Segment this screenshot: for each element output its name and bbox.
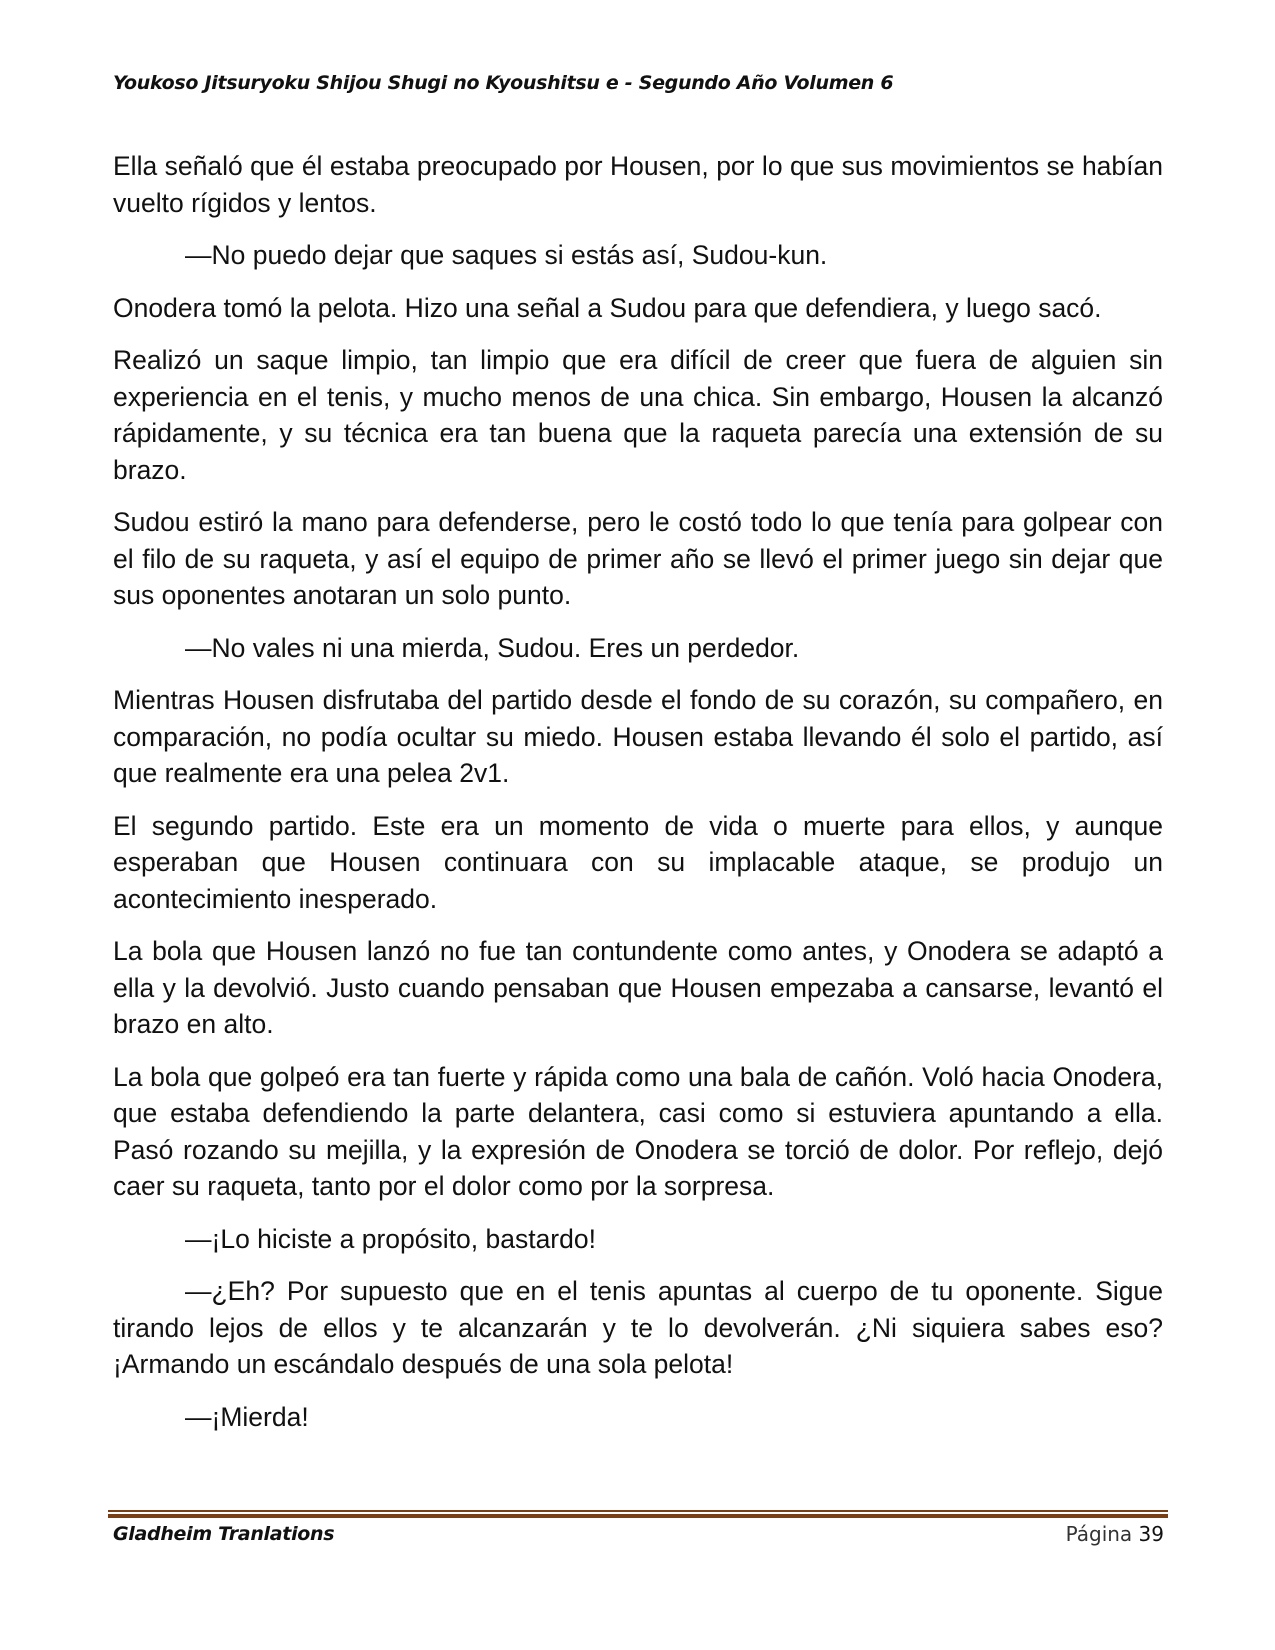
footer-divider-thin-line: [108, 1510, 1168, 1512]
footer-divider-thick-line: [108, 1514, 1168, 1518]
page-body: [113, 148, 1163, 1451]
dialogue-line: —¡Mierda!: [185, 1401, 309, 1432]
paragraph: El segundo partido. Este era un momento de vida o muerte para ellos, y aunque esperaban que Housen continuara con su implacable ataque, se produjo un acontecimiento inesperado.: [113, 810, 1163, 914]
paragraph: Onodera tomó la pelota. Hizo una señal a Sudou para que defendiera, y luego sacó.: [113, 292, 1102, 323]
dialogue-line: —No vales ni una mierda, Sudou. Eres un perdedor.: [185, 632, 800, 663]
page-number-value: 39: [1138, 1522, 1164, 1546]
dialogue-line: —¡Lo hiciste a propósito, bastardo!: [185, 1223, 596, 1254]
page-label: Página: [1065, 1522, 1133, 1546]
footer-translator-credit: Gladheim Tranlations: [113, 1523, 335, 1545]
paragraph: Realizó un saque limpio, tan limpio que era difícil de creer que fuera de alguien sin experiencia en el tenis, y mucho menos de una chica. Sin embargo, Housen la alcanzó rápidamente, y su técnica era tan buena que la raqueta parecía una extensión de su brazo.: [113, 345, 1163, 485]
paragraph: Mientras Housen disfrutaba del partido desde el fondo de su corazón, su compañero, en comparación, no podía ocultar su miedo. Housen estaba llevando él solo el partido, así que realmente era una pelea 2v1.: [113, 685, 1163, 788]
paragraph: La bola que Housen lanzó no fue tan contundente como antes, y Onodera se adaptó a ella y la devolvió. Justo cuando pensaban que Housen empezaba a cansarse, levantó el brazo en alto.: [113, 936, 1163, 1039]
paragraph: La bola que golpeó era tan fuerte y rápida como una bala de cañón. Voló hacia Onodera, que estaba defendiendo la parte delantera, casi como si estuviera apuntando a ella. Pasó rozando su mejilla, y la expresión de Onodera se torció de dolor. Por reflejo, dejó caer su raqueta, tanto por el dolor como por la sorpresa.: [113, 1061, 1163, 1201]
dialogue-line: —¿Eh? Por supuesto que en el tenis apuntas al cuerpo de tu oponente. Sigue tirando lejos de ellos y te alcanzarán y te lo devolverán. ¿Ni siquiera sabes eso? ¡Armando un escándalo después de una sola pelota!: [113, 1276, 1163, 1379]
footer-divider: [108, 1510, 1168, 1518]
paragraph: Sudou estiró la mano para defenderse, pero le costó todo lo que tenía para golpear con el filo de su raqueta, y así el equipo de primer año se llevó el primer juego sin dejar que sus oponentes anotaran un solo punto.: [113, 507, 1163, 610]
paragraph: Ella señaló que él estaba preocupado por Housen, por lo que sus movimientos se habían vuelto rígidos y lentos.: [113, 151, 1163, 218]
dialogue-line: —No puedo dejar que saques si estás así, Sudou-kun.: [185, 240, 828, 270]
footer-page-number: [1066, 1522, 1164, 1546]
page-header-title: Youkoso Jitsuryoku Shijou Shugi no Kyoushitsu e - Segundo Año Volumen 6: [113, 72, 894, 94]
